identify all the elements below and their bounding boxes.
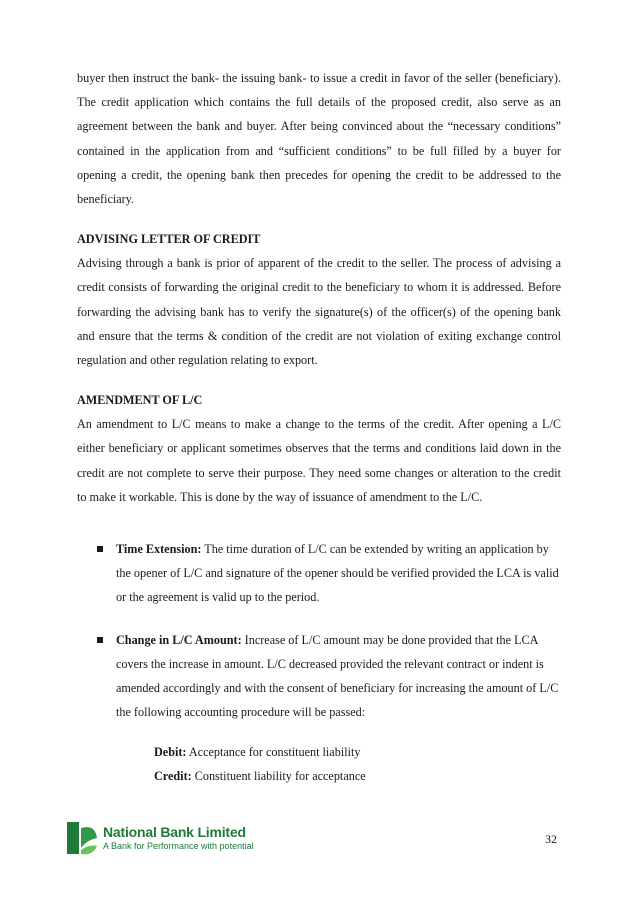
square-bullet-icon bbox=[97, 637, 103, 643]
page-number: 32 bbox=[545, 832, 557, 846]
bullet-text: Increase of L/C amount may be done provided that the LCA covers the increase in amount. L/C decreased provided the relevant contract or indent is amended accordingly and with the consent of beneficiary for increasing the amount of L/C the following accounting procedure will be passed: bbox=[116, 632, 559, 720]
bullet-time-extension bbox=[77, 537, 561, 610]
entry-text: Constituent liability for acceptance bbox=[191, 769, 366, 784]
amendment-paragraph: An amendment to L/C means to make a change to the terms of the credit. After opening a L/C either beneficiary or applicant sometimes observes that the terms and conditions laid down in the credit are not complete to serve their purpose. They need some changes or alteration to the credit to make it workable. This is done by the way of issuance of amendment to the L/C. bbox=[77, 417, 561, 504]
bank-logo bbox=[63, 818, 283, 864]
bullet-text: The time duration of L/C can be extended by writing an application by the opener of L/C and signature of the opener should be verified provided the LCA is valid or the agreement is valid up to the period. bbox=[116, 542, 559, 605]
bullet-title: Change in L/C Amount: bbox=[116, 632, 242, 647]
bank-name: National Bank Limited bbox=[103, 824, 246, 840]
intro-paragraph: buyer then instruct the bank- the issuing bank- to issue a credit in favor of the seller (beneficiary). The credit application which contains the full details of the proposed credit, also serve as an agreement between the bank and buyer. After being convinced about the “necessary conditions” contained in the application from and “sufficient conditions” to be full filled by a buyer for opening a credit, the opening bank then precedes for opening the credit to be addressed to the beneficiary. bbox=[77, 71, 561, 207]
entry-label: Debit: bbox=[154, 745, 187, 760]
credit-entry bbox=[154, 764, 561, 788]
accounting-entries bbox=[77, 740, 561, 788]
bank-tagline: A Bank for Performance with potential bbox=[103, 841, 254, 851]
amendment-heading: AMENDMENT OF L/C bbox=[77, 393, 203, 408]
advising-paragraph: Advising through a bank is prior of apparent of the credit to the seller. The process of advising a credit consists of forwarding the original credit to the beneficiary to whom it is addressed. Before forwarding the advising bank has to verify the signature(s) of the officer(s) of the opening bank and ensure that the terms & condition of the credit are not violation of exiting exchange control regulation and other regulation relating to export. bbox=[77, 256, 561, 368]
amendment-bullets bbox=[77, 537, 561, 724]
entry-label: Credit: bbox=[154, 769, 192, 784]
page-content bbox=[77, 66, 561, 788]
entry-text: Acceptance for constituent liability bbox=[186, 745, 361, 760]
bullet-title: Time Extension: bbox=[116, 542, 202, 557]
advising-heading: ADVISING LETTER OF CREDIT bbox=[77, 232, 261, 247]
leaf-logo-icon bbox=[63, 818, 99, 858]
square-bullet-icon bbox=[97, 546, 103, 552]
bullet-change-amount bbox=[77, 628, 561, 725]
debit-entry bbox=[154, 740, 561, 764]
